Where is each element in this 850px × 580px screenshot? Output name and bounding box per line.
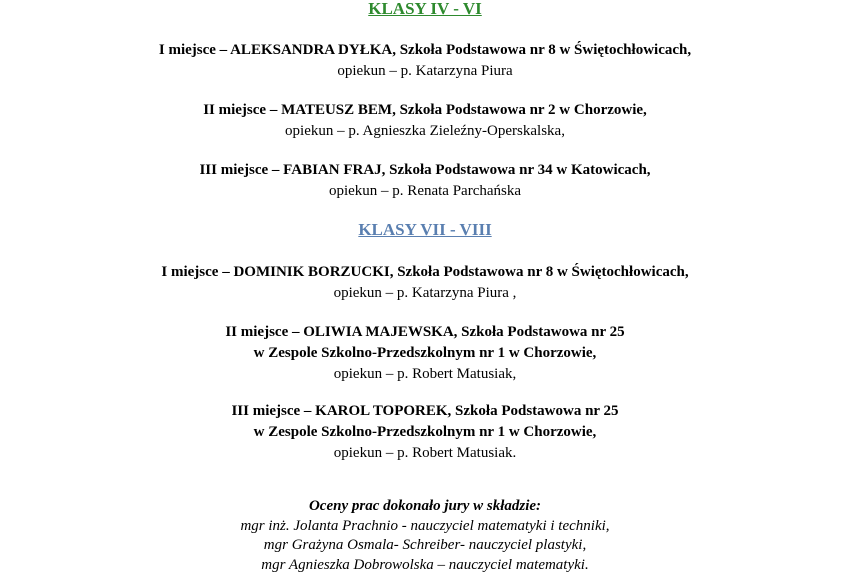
jury-member: mgr inż. Jolanta Prachnio - nauczyciel matematyki i techniki, — [240, 517, 610, 534]
entry-klasy-vii-viii-place-1 — [0, 262, 850, 304]
entry-guardian: opiekun – p. Robert Matusiak, — [333, 366, 517, 382]
entry-guardian: opiekun – p. Robert Matusiak. — [333, 445, 517, 461]
section-heading-klasy-iv-vi: KLASY IV - VI — [368, 0, 482, 18]
entry-place-line-continued: w Zespole Szkolno-Przedszkolnym nr 1 w Chorzowie, — [253, 345, 597, 361]
entry-guardian: opiekun – p. Agnieszka Zieleźny-Operskalska, — [285, 123, 565, 139]
entry-place-line: III miejsce – KAROL TOPOREK, Szkoła Podstawowa nr 25 — [231, 403, 619, 419]
entry-place-line: II miejsce – MATEUSZ BEM, Szkoła Podstawowa nr 2 w Chorzowie, — [203, 102, 647, 118]
entry-guardian: opiekun – p. Katarzyna Piura — [337, 63, 513, 79]
jury-member: mgr Grażyna Osmala- Schreiber- nauczyciel plastyki, — [263, 537, 587, 553]
jury-section — [0, 497, 850, 575]
section-heading-klasy-vii-viii: KLASY VII - VIII — [358, 220, 492, 239]
entry-place-line-continued: w Zespole Szkolno-Przedszkolnym nr 1 w Chorzowie, — [253, 424, 597, 440]
entry-klasy-iv-vi-place-2 — [0, 100, 850, 142]
entry-klasy-vii-viii-place-3 — [0, 401, 850, 464]
entry-place-line: II miejsce – OLIWIA MAJEWSKA, Szkoła Podstawowa nr 25 — [225, 324, 625, 340]
entry-place-line: III miejsce – FABIAN FRAJ, Szkoła Podstawowa nr 34 w Katowicach, — [199, 162, 651, 178]
entry-place-line: I miejsce – ALEKSANDRA DYŁKA, Szkoła Podstawowa nr 8 w Świętochłowicach, — [158, 42, 692, 58]
entry-guardian: opiekun – p. Renata Parchańska — [328, 183, 522, 199]
entry-klasy-iv-vi-place-3 — [0, 160, 850, 202]
jury-member: mgr Agnieszka Dobrowolska – nauczyciel matematyki. — [261, 556, 589, 573]
entry-place-line: I miejsce – DOMINIK BORZUCKI, Szkoła Podstawowa nr 8 w Świętochłowicach, — [161, 264, 689, 280]
entry-guardian: opiekun – p. Katarzyna Piura , — [333, 285, 517, 301]
entry-klasy-iv-vi-place-1 — [0, 40, 850, 82]
jury-title: Oceny prac dokonało jury w składzie: — [308, 498, 542, 514]
entry-klasy-vii-viii-place-2 — [0, 322, 850, 385]
